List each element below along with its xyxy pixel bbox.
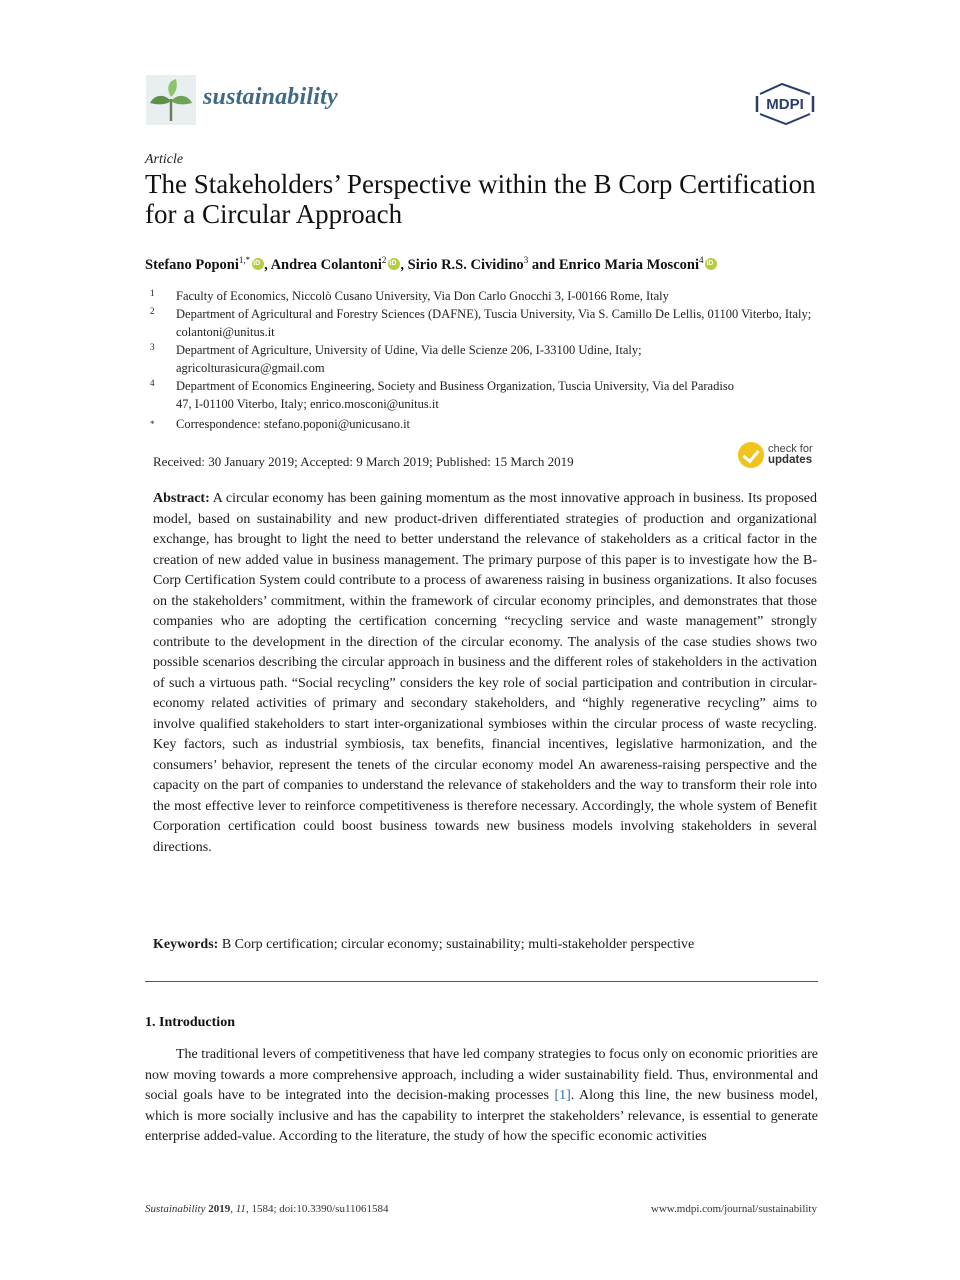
author-affil: 2 [381, 255, 387, 265]
author-name: Andrea Colantoni [270, 257, 382, 273]
abstract-text: A circular economy has been gaining momentum as the most innovative approach in business. Its proposed model, based on sustainability and new product-driven differentiated strategies of production and organizational exchange, has brought to light the need to better understand the relevance of stakeholders as a critical factor in the creation of new added value in business management. The primary purpose of this paper is to investigate how the B-Corp Certification System could contribute to a process of awareness raising in business organizations. It also focuses on the stakeholders’ commitment, within the framework of circular economy principles, and demonstrates that those companies who are adopting the certification concerning “recycling service and waste management” strongly contribute to the development in the direction of the circular economy. The analysis of the case studies shows two possible scenarios describing the circular approach in business and the different roles of stakeholders in the activation of such a virtuous path. “Social recycling” considers the key role of social participation and contribution in circular-economy related activities of primary and secondary stakeholders, and “highly regenerative recycling” aims to involve qualified stakeholders to start inter-organizational symbioses within the circular process of waste recycling. Key factors, such as industrial symbiosis, tax benefits, financial incentives, legislative harmonization, and the consumers’ behavior, represent the tenets of the circular economy model An awareness-raising perspective and the capacity on the part of companies to understand the relevance of stakeholders and the way to transform their role into the most effective lever to reinforce competitiveness is therefore necessary. Accordingly, the whole system of Benefit Corporation certification could boost business towards new business models involving stakeholders in several directions. [153, 491, 818, 855]
author-affil: 1,* [238, 255, 251, 265]
orcid-icon[interactable] [252, 258, 264, 270]
author-name: Stefano Poponi [145, 257, 239, 273]
keywords-label: Keywords: [153, 937, 219, 952]
section-heading: 1. Introduction [145, 1015, 235, 1030]
journal-logo [146, 75, 196, 125]
mdpi-label: MDPI [766, 96, 804, 113]
mdpi-hexagon-icon [752, 82, 818, 126]
keywords-text: B Corp certification; circular economy; sustainability; multi-stakeholder perspective [221, 937, 695, 952]
article-type: Article [145, 152, 184, 167]
author-name: Enrico Maria Mosconi [558, 257, 699, 273]
author-list: Stefano Poponi$^{1,*}$iD , Andrea Colantoni$^2$iD , Sirio R.S. Cividino$^3$ and Enrico Maria Mosconi$^4$iD [145, 255, 717, 274]
author-affil: 4 [698, 255, 704, 265]
orcid-icon[interactable] [388, 258, 400, 270]
publication-dates: Received: 30 January 2019; Accepted: 9 March 2019; Published: 15 March 2019 [153, 454, 574, 469]
journal-name: sustainability [203, 84, 338, 110]
paper-title: The Stakeholders’ Perspective within the B Corp Certification for a Circular Approach [145, 169, 816, 229]
abstract [153, 489, 817, 858]
citation-link[interactable]: [1] [554, 1088, 571, 1103]
author-name: Sirio R.S. Cividino [407, 257, 524, 273]
orcid-icon[interactable] [705, 258, 717, 270]
leaf-sprout-icon [146, 75, 196, 125]
intro-paragraph: The traditional levers of competitiveness that have led company strategies to focus only on economic priorities are now moving towards a more comprehensive approach, including a wider sustainability field. Thus, environmental and social goals have to be integrated into the decision-making processes [1]. Along this line, the new business model, which is more socially inclusive and has the capability to interpret the stakeholders’ relevance, is essential to generate enterprise added-value. According to the literature, the study of how the specific economic activities [145, 1047, 818, 1144]
keywords [153, 937, 817, 953]
divider [145, 981, 818, 982]
footer-citation: Sustainability 2019, 11, 1584; doi:10.3390/su11061584 [145, 1203, 389, 1215]
check-for-updates-button[interactable]: check for updates [738, 440, 828, 472]
abstract-label: Abstract: [153, 491, 210, 506]
check-icon [738, 442, 764, 468]
author-affil: 3 [523, 255, 529, 265]
publisher-logo [752, 82, 818, 126]
footer-url[interactable]: www.mdpi.com/journal/sustainability [650, 1203, 817, 1215]
